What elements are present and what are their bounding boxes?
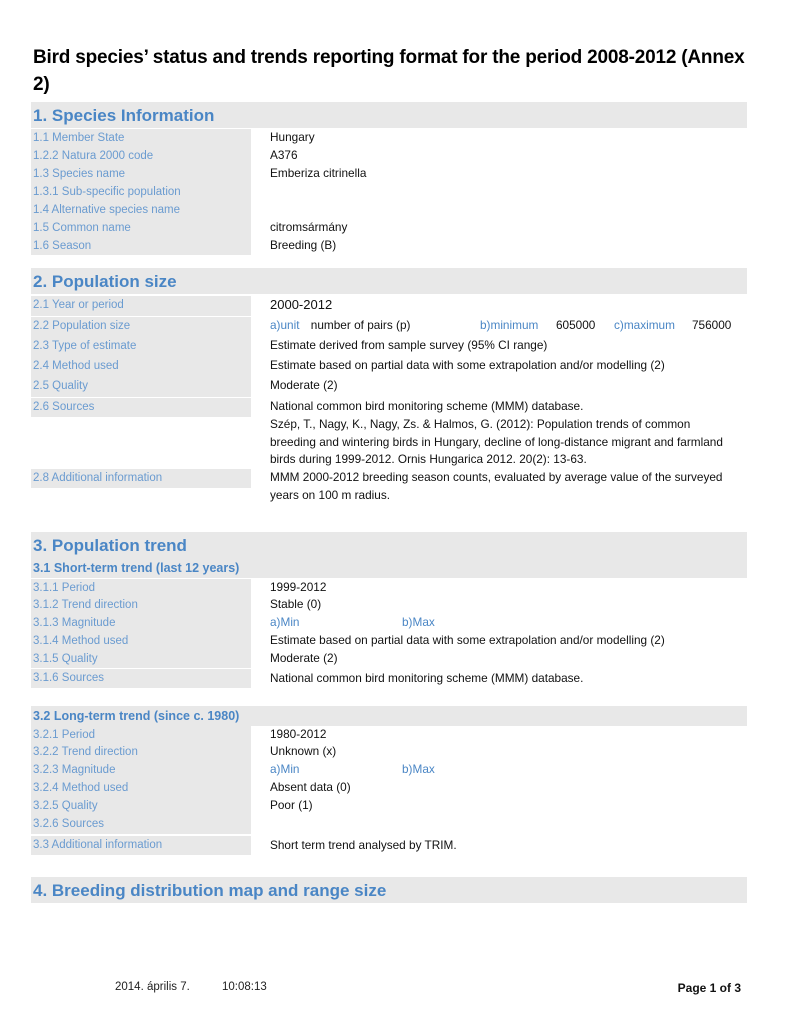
- label-long-magnitude: 3.2.3 Magnitude: [31, 761, 251, 779]
- value-sources-1: National common bird monitoring scheme (MMM) database.: [270, 399, 584, 413]
- label-long-quality: 3.2.5 Quality: [31, 797, 251, 815]
- label-long-method: 3.2.4 Method used: [31, 779, 251, 797]
- page-title: Bird species’ status and trends reporting format for the period 2008-2012 (Annex 2): [33, 47, 745, 95]
- section-heading-species-information: 1. Species Information: [31, 102, 747, 128]
- value-trend-additional-info: Short term trend analysed by TRIM.: [270, 838, 457, 852]
- value-long-method: Absent data (0): [270, 780, 351, 794]
- label-additional-info: 2.8 Additional information: [31, 469, 251, 488]
- label-long-period: 3.2.1 Period: [31, 726, 251, 744]
- section-heading-breeding-distribution: 4. Breeding distribution map and range size: [31, 877, 747, 903]
- value-year-period: 2000-2012: [270, 297, 333, 312]
- value-short-direction: Stable (0): [270, 597, 322, 611]
- value-population-size: [270, 317, 740, 335]
- value-type-of-estimate: Estimate derived from sample survey (95% CI range): [270, 338, 548, 352]
- subheading-short-term-trend: 3.1 Short-term trend (last 12 years): [31, 558, 747, 578]
- label-short-magnitude: 3.1.3 Magnitude: [31, 614, 251, 632]
- label-long-direction: 3.2.2 Trend direction: [31, 743, 251, 761]
- label-short-quality: 3.1.5 Quality: [31, 650, 251, 668]
- label-short-period: 3.1.1 Period: [31, 579, 251, 597]
- value-quality: Moderate (2): [270, 378, 338, 392]
- unit-value: number of pairs (p): [310, 318, 411, 332]
- value-short-method: Estimate based on partial data with some extrapolation and/or modelling (2): [270, 633, 665, 647]
- label-method-used: 2.4 Method used: [31, 357, 251, 377]
- long-min-label: a)Min: [270, 762, 300, 776]
- label-species-name: 1.3 Species name: [31, 165, 251, 183]
- short-min-label: a)Min: [270, 615, 300, 629]
- value-method-used: Estimate based on partial data with some extrapolation and/or modelling (2): [270, 358, 665, 372]
- value-natura-code: A376: [270, 148, 298, 162]
- value-short-period: 1999-2012: [270, 580, 327, 594]
- value-short-magnitude: [270, 614, 740, 632]
- label-short-method: 3.1.4 Method used: [31, 632, 251, 650]
- footer-date: 2014. április 7.: [115, 981, 190, 993]
- footer-time: 10:08:13: [222, 981, 267, 993]
- minimum-value: 605000: [556, 318, 596, 332]
- label-long-sources: 3.2.6 Sources: [31, 815, 251, 834]
- value-short-quality: Moderate (2): [270, 651, 338, 665]
- value-long-period: 1980-2012: [270, 727, 327, 741]
- label-season: 1.6 Season: [31, 237, 251, 255]
- value-season: Breeding (B): [270, 238, 337, 252]
- maximum-label: c)maximum: [614, 318, 675, 332]
- value-long-direction: Unknown (x): [270, 744, 337, 758]
- label-alternative-name: 1.4 Alternative species name: [31, 201, 251, 219]
- value-member-state: Hungary: [270, 130, 315, 144]
- section-heading-population-size: 2. Population size: [31, 268, 747, 294]
- label-common-name: 1.5 Common name: [31, 219, 251, 237]
- label-natura-code: 1.2.2 Natura 2000 code: [31, 147, 251, 165]
- value-short-sources: National common bird monitoring scheme (MMM) database.: [270, 671, 584, 685]
- maximum-value: 756000: [692, 318, 732, 332]
- minimum-label: b)minimum: [480, 318, 539, 332]
- value-species-name: Emberiza citrinella: [270, 166, 367, 180]
- label-year-period: 2.1 Year or period: [31, 296, 251, 316]
- value-additional-info: MMM 2000-2012 breeding season counts, evaluated by average value of the surveyed years on 100 m radius.: [270, 470, 723, 502]
- section-heading-population-trend: 3. Population trend: [31, 532, 747, 558]
- value-long-quality: Poor (1): [270, 798, 313, 812]
- value-common-name: citromsármány: [270, 220, 348, 234]
- label-trend-additional-info: 3.3 Additional information: [31, 836, 251, 855]
- long-max-label: b)Max: [402, 762, 435, 776]
- label-sources: 2.6 Sources: [31, 398, 251, 417]
- label-subspecific-population: 1.3.1 Sub-specific population: [31, 183, 251, 201]
- value-sources-2: Szép, T., Nagy, K., Nagy, Zs. & Halmos, G. (2012): Population trends of common breeding and wintering birds in Hungary, decline of long-distance migrant and farmland birds during 1999-2012. Ornis Hungarica 2012. 20(2): 13-63.: [270, 417, 723, 466]
- label-short-sources: 3.1.6 Sources: [31, 669, 251, 688]
- label-short-direction: 3.1.2 Trend direction: [31, 596, 251, 614]
- unit-label: a)unit: [270, 318, 300, 332]
- subheading-long-term-trend: 3.2 Long-term trend (since c. 1980): [31, 706, 747, 726]
- label-member-state: 1.1 Member State: [31, 129, 251, 147]
- label-type-of-estimate: 2.3 Type of estimate: [31, 337, 251, 357]
- short-max-label: b)Max: [402, 615, 435, 629]
- page-number: Page 1 of 3: [677, 981, 741, 995]
- label-population-size: 2.2 Population size: [31, 317, 251, 337]
- value-long-magnitude: [270, 761, 740, 779]
- label-quality: 2.5 Quality: [31, 377, 251, 397]
